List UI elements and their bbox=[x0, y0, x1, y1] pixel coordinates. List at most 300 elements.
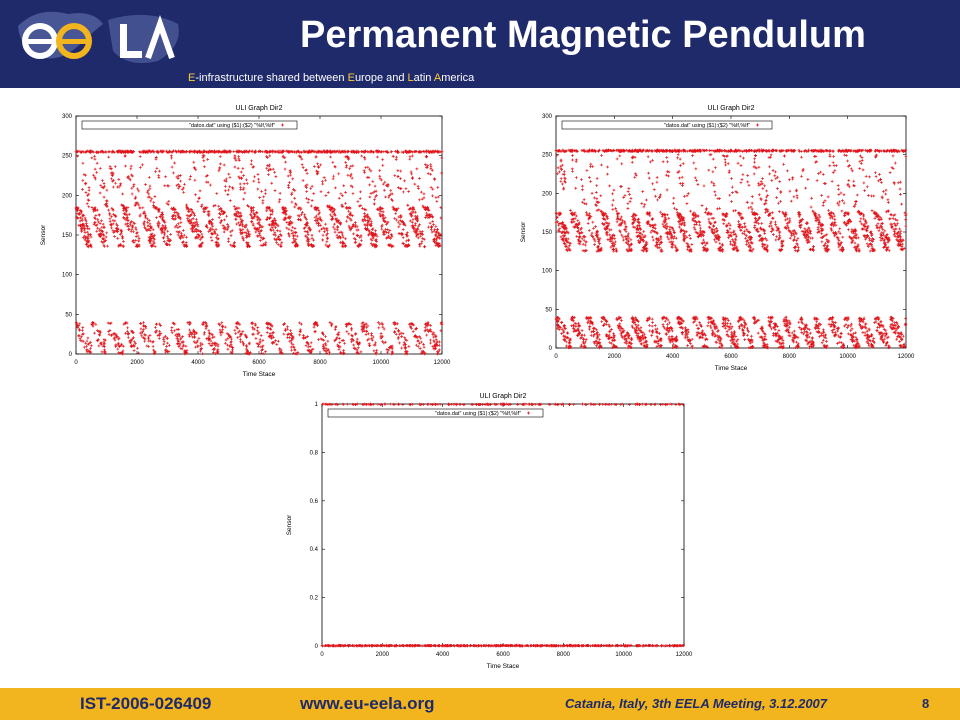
data-point bbox=[312, 192, 315, 195]
data-point bbox=[412, 330, 415, 333]
chart-svg bbox=[516, 100, 916, 382]
data-point bbox=[440, 150, 443, 153]
data-point bbox=[418, 177, 421, 180]
data-point bbox=[278, 200, 281, 203]
data-point bbox=[325, 244, 328, 247]
data-point bbox=[220, 334, 223, 337]
data-point bbox=[334, 231, 337, 234]
data-point bbox=[260, 190, 263, 193]
data-point bbox=[284, 329, 287, 332]
data-point bbox=[834, 331, 837, 334]
data-point bbox=[698, 224, 701, 227]
data-point bbox=[137, 190, 140, 193]
data-point bbox=[558, 227, 561, 230]
data-point bbox=[663, 327, 666, 330]
data-point bbox=[201, 352, 204, 355]
data-point bbox=[282, 333, 285, 336]
data-point bbox=[437, 196, 440, 199]
data-point bbox=[230, 234, 233, 237]
data-point bbox=[254, 231, 257, 234]
data-point bbox=[825, 340, 828, 343]
data-point bbox=[155, 156, 158, 159]
data-point bbox=[98, 344, 101, 347]
data-point bbox=[671, 335, 674, 338]
data-point bbox=[110, 227, 113, 230]
data-point bbox=[109, 220, 112, 223]
data-point bbox=[372, 336, 375, 339]
data-point bbox=[598, 338, 601, 341]
data-point bbox=[152, 345, 155, 348]
data-point bbox=[116, 186, 119, 189]
data-point bbox=[216, 234, 219, 237]
data-point bbox=[220, 321, 223, 324]
data-point bbox=[154, 170, 157, 173]
data-point bbox=[158, 337, 161, 340]
data-point bbox=[310, 205, 313, 208]
data-point bbox=[316, 162, 319, 165]
data-point bbox=[153, 195, 156, 198]
data-point bbox=[215, 228, 218, 231]
data-point bbox=[336, 229, 339, 232]
data-point bbox=[434, 233, 437, 236]
data-point bbox=[110, 215, 113, 218]
data-point bbox=[162, 237, 165, 240]
data-point bbox=[380, 332, 383, 335]
data-point bbox=[879, 321, 882, 324]
data-point bbox=[656, 328, 659, 331]
data-point bbox=[119, 182, 122, 185]
data-point bbox=[208, 342, 211, 345]
data-point bbox=[250, 163, 253, 166]
data-point bbox=[275, 241, 278, 244]
data-point bbox=[293, 151, 296, 154]
x-tick-label: 0 bbox=[74, 360, 78, 366]
data-point bbox=[648, 324, 651, 327]
data-point bbox=[139, 207, 142, 210]
scatter-series bbox=[75, 150, 444, 356]
data-point bbox=[256, 329, 259, 332]
data-point bbox=[363, 169, 366, 172]
data-point bbox=[132, 230, 135, 233]
y-tick-label: 0 bbox=[68, 352, 72, 358]
data-point bbox=[227, 348, 230, 351]
data-point bbox=[261, 202, 264, 205]
data-point bbox=[429, 163, 432, 166]
data-point bbox=[158, 170, 161, 173]
data-point bbox=[734, 335, 737, 338]
data-point bbox=[84, 217, 87, 220]
data-point bbox=[223, 218, 226, 221]
data-point bbox=[348, 225, 351, 228]
data-point bbox=[771, 211, 774, 214]
data-point bbox=[272, 168, 275, 171]
data-point bbox=[155, 323, 158, 326]
data-point bbox=[250, 159, 253, 162]
data-point bbox=[330, 324, 333, 327]
data-point bbox=[137, 239, 140, 242]
data-point bbox=[429, 339, 432, 342]
data-point bbox=[155, 216, 158, 219]
data-point bbox=[173, 162, 176, 165]
data-point bbox=[398, 232, 401, 235]
data-point bbox=[319, 164, 322, 167]
data-point bbox=[246, 182, 249, 185]
data-point bbox=[262, 199, 265, 202]
data-point bbox=[651, 325, 654, 328]
data-point bbox=[348, 167, 351, 170]
data-point bbox=[114, 182, 117, 185]
data-point bbox=[351, 177, 354, 180]
data-point bbox=[213, 336, 216, 339]
data-point bbox=[312, 239, 315, 242]
data-point bbox=[351, 164, 354, 167]
data-point bbox=[99, 192, 102, 195]
data-point bbox=[241, 330, 244, 333]
data-point bbox=[654, 324, 657, 327]
data-point bbox=[293, 206, 296, 209]
data-point bbox=[194, 193, 197, 196]
y-axis-label: Sensor bbox=[520, 221, 527, 243]
data-point bbox=[834, 321, 837, 324]
data-point bbox=[343, 342, 346, 345]
data-point bbox=[417, 340, 420, 343]
data-point bbox=[639, 232, 642, 235]
data-point bbox=[324, 223, 327, 226]
data-point bbox=[368, 183, 371, 186]
data-point bbox=[103, 182, 106, 185]
data-point bbox=[338, 341, 341, 344]
data-point bbox=[200, 205, 203, 208]
data-point bbox=[87, 205, 90, 208]
data-point bbox=[337, 219, 340, 222]
data-point bbox=[429, 222, 432, 225]
data-point bbox=[79, 220, 82, 223]
data-point bbox=[419, 235, 422, 238]
data-point bbox=[319, 224, 322, 227]
data-point bbox=[139, 166, 142, 169]
data-point bbox=[338, 197, 341, 200]
data-point bbox=[133, 349, 136, 352]
data-point bbox=[395, 327, 398, 330]
data-point bbox=[233, 329, 236, 332]
data-point bbox=[297, 218, 300, 221]
data-point bbox=[422, 343, 425, 346]
data-point bbox=[305, 190, 308, 193]
data-point bbox=[363, 156, 366, 159]
data-point bbox=[331, 215, 334, 218]
data-point bbox=[810, 345, 813, 348]
data-point bbox=[767, 320, 770, 323]
data-point bbox=[225, 215, 228, 218]
data-point bbox=[561, 321, 564, 324]
data-point bbox=[197, 225, 200, 228]
data-point bbox=[257, 345, 260, 348]
data-point bbox=[252, 180, 255, 183]
data-point bbox=[287, 186, 290, 189]
data-point bbox=[402, 191, 405, 194]
data-point bbox=[359, 204, 362, 207]
data-point bbox=[148, 196, 151, 199]
data-point bbox=[290, 342, 293, 345]
data-point bbox=[818, 327, 821, 330]
data-point bbox=[140, 334, 143, 337]
data-point bbox=[149, 334, 152, 337]
data-point bbox=[105, 231, 108, 234]
y-tick-label: 250 bbox=[61, 153, 72, 160]
data-point bbox=[565, 345, 568, 348]
data-point bbox=[383, 189, 386, 192]
slide-title: Permanent Magnetic Pendulum bbox=[300, 14, 866, 56]
data-point bbox=[85, 222, 88, 225]
data-point bbox=[96, 162, 99, 165]
data-point bbox=[85, 191, 88, 194]
data-point bbox=[81, 326, 84, 329]
data-point bbox=[117, 342, 120, 345]
data-point bbox=[699, 227, 702, 230]
data-point bbox=[290, 193, 293, 196]
data-point bbox=[822, 330, 825, 333]
data-point bbox=[185, 236, 188, 239]
data-point bbox=[130, 165, 133, 168]
data-point bbox=[373, 349, 376, 352]
data-point bbox=[311, 237, 314, 240]
data-point bbox=[438, 341, 441, 344]
data-point bbox=[440, 156, 443, 159]
data-point bbox=[379, 215, 382, 218]
data-point bbox=[87, 337, 90, 340]
data-point bbox=[378, 175, 381, 178]
data-point bbox=[109, 217, 112, 220]
data-point bbox=[419, 337, 422, 340]
data-point bbox=[313, 165, 316, 168]
data-point bbox=[188, 335, 191, 338]
data-point bbox=[839, 232, 842, 235]
data-point bbox=[147, 345, 150, 348]
data-point bbox=[864, 323, 867, 326]
data-point bbox=[211, 336, 214, 339]
data-point bbox=[259, 338, 262, 341]
data-point bbox=[114, 165, 117, 168]
data-point bbox=[142, 321, 145, 324]
data-point bbox=[217, 205, 220, 208]
data-point bbox=[161, 211, 164, 214]
data-point bbox=[256, 326, 259, 329]
data-point bbox=[127, 336, 130, 339]
data-point bbox=[152, 228, 155, 231]
data-point bbox=[95, 230, 98, 233]
data-point bbox=[434, 225, 437, 228]
data-point bbox=[423, 192, 426, 195]
data-point bbox=[364, 223, 367, 226]
data-point bbox=[224, 189, 227, 192]
data-point bbox=[183, 183, 186, 186]
data-point bbox=[370, 332, 373, 335]
data-point bbox=[746, 327, 749, 330]
data-point bbox=[121, 193, 124, 196]
data-point bbox=[221, 328, 224, 331]
data-point bbox=[177, 328, 180, 331]
data-point bbox=[366, 166, 369, 169]
data-point bbox=[326, 340, 329, 343]
data-point bbox=[284, 161, 287, 164]
data-point bbox=[763, 335, 766, 338]
data-point bbox=[167, 200, 170, 203]
data-point bbox=[88, 186, 91, 189]
data-point bbox=[277, 340, 280, 343]
data-point bbox=[239, 231, 242, 234]
data-point bbox=[788, 326, 791, 329]
x-tick-label: 4000 bbox=[665, 354, 680, 360]
data-point bbox=[391, 192, 394, 195]
data-point bbox=[134, 196, 137, 199]
data-point bbox=[397, 336, 400, 339]
data-point bbox=[381, 224, 384, 227]
data-point bbox=[169, 233, 172, 236]
y-tick-label: 200 bbox=[541, 191, 552, 198]
data-point bbox=[260, 244, 263, 247]
data-point bbox=[227, 337, 230, 340]
data-point bbox=[397, 221, 400, 224]
data-point bbox=[334, 186, 337, 189]
data-point bbox=[778, 329, 781, 332]
data-point bbox=[227, 240, 230, 243]
data-point bbox=[821, 341, 824, 344]
data-point bbox=[371, 180, 374, 183]
data-point bbox=[581, 334, 584, 337]
data-point bbox=[193, 214, 196, 217]
data-point bbox=[252, 209, 255, 212]
data-point bbox=[177, 187, 180, 190]
data-point bbox=[368, 196, 371, 199]
data-point bbox=[417, 236, 420, 239]
data-point bbox=[135, 235, 138, 238]
data-point bbox=[580, 345, 583, 348]
data-point bbox=[135, 228, 138, 231]
data-point bbox=[411, 155, 414, 158]
data-point bbox=[244, 224, 247, 227]
data-point bbox=[179, 180, 182, 183]
data-point bbox=[368, 342, 371, 345]
data-point bbox=[113, 220, 116, 223]
data-point bbox=[224, 185, 227, 188]
data-point bbox=[395, 333, 398, 336]
data-point bbox=[124, 154, 127, 157]
data-point bbox=[902, 335, 905, 338]
data-point bbox=[399, 170, 402, 173]
data-point bbox=[390, 234, 393, 237]
data-point bbox=[791, 332, 794, 335]
data-point bbox=[288, 181, 291, 184]
data-point bbox=[172, 172, 175, 175]
data-point bbox=[258, 181, 261, 184]
data-point bbox=[145, 345, 148, 348]
eela-tagline: E-infrastructure shared between Europe and Latin America bbox=[188, 72, 475, 84]
data-point bbox=[291, 177, 294, 180]
data-point bbox=[242, 174, 245, 177]
data-point bbox=[438, 344, 441, 347]
data-point bbox=[757, 332, 760, 335]
data-point bbox=[141, 206, 144, 209]
data-point bbox=[139, 322, 142, 325]
data-point bbox=[356, 234, 359, 237]
data-point bbox=[105, 236, 108, 239]
data-point bbox=[199, 344, 202, 347]
data-point bbox=[795, 341, 798, 344]
data-point bbox=[385, 236, 388, 239]
data-point bbox=[600, 320, 603, 323]
data-point bbox=[884, 329, 887, 332]
data-point bbox=[81, 329, 84, 332]
data-point bbox=[413, 183, 416, 186]
data-point bbox=[416, 168, 419, 171]
data-point bbox=[229, 199, 232, 202]
data-point bbox=[257, 178, 260, 181]
data-point bbox=[798, 326, 801, 329]
data-point bbox=[380, 225, 383, 228]
data-point bbox=[307, 201, 310, 204]
data-point bbox=[139, 332, 142, 335]
data-point bbox=[620, 319, 623, 322]
data-point bbox=[660, 340, 663, 343]
data-point bbox=[416, 228, 419, 231]
data-point bbox=[765, 239, 768, 242]
data-point bbox=[239, 186, 242, 189]
data-point bbox=[431, 169, 434, 172]
data-point bbox=[368, 168, 371, 171]
data-point bbox=[82, 162, 85, 165]
data-point bbox=[429, 342, 432, 345]
data-point bbox=[431, 188, 434, 191]
y-tick-label: 50 bbox=[545, 307, 552, 314]
data-point bbox=[425, 212, 428, 215]
data-point bbox=[423, 346, 426, 349]
data-point bbox=[347, 332, 350, 335]
chart-svg bbox=[36, 100, 452, 388]
data-point bbox=[396, 169, 399, 172]
data-point bbox=[90, 156, 93, 159]
data-point bbox=[255, 337, 258, 340]
data-point bbox=[785, 316, 788, 319]
data-point bbox=[207, 181, 210, 184]
data-point bbox=[294, 234, 297, 237]
data-point bbox=[414, 222, 417, 225]
data-point bbox=[225, 178, 228, 181]
data-point bbox=[275, 175, 278, 178]
x-tick-label: 12000 bbox=[897, 354, 915, 360]
data-point bbox=[298, 334, 301, 337]
data-point bbox=[124, 165, 127, 168]
data-point bbox=[170, 329, 173, 332]
data-point bbox=[171, 331, 174, 334]
data-point bbox=[610, 328, 613, 331]
data-point bbox=[260, 334, 263, 337]
data-point bbox=[347, 210, 350, 213]
data-point bbox=[301, 163, 304, 166]
data-point bbox=[179, 217, 182, 220]
data-point bbox=[898, 340, 901, 343]
data-point bbox=[178, 333, 181, 336]
data-point bbox=[227, 173, 230, 176]
x-axis-label: Time Stace bbox=[242, 371, 276, 378]
data-point bbox=[797, 321, 800, 324]
data-point bbox=[333, 228, 336, 231]
data-point bbox=[235, 218, 238, 221]
data-point bbox=[92, 174, 95, 177]
data-point bbox=[374, 341, 377, 344]
data-point bbox=[290, 346, 293, 349]
data-point bbox=[274, 226, 277, 229]
data-point bbox=[176, 230, 179, 233]
